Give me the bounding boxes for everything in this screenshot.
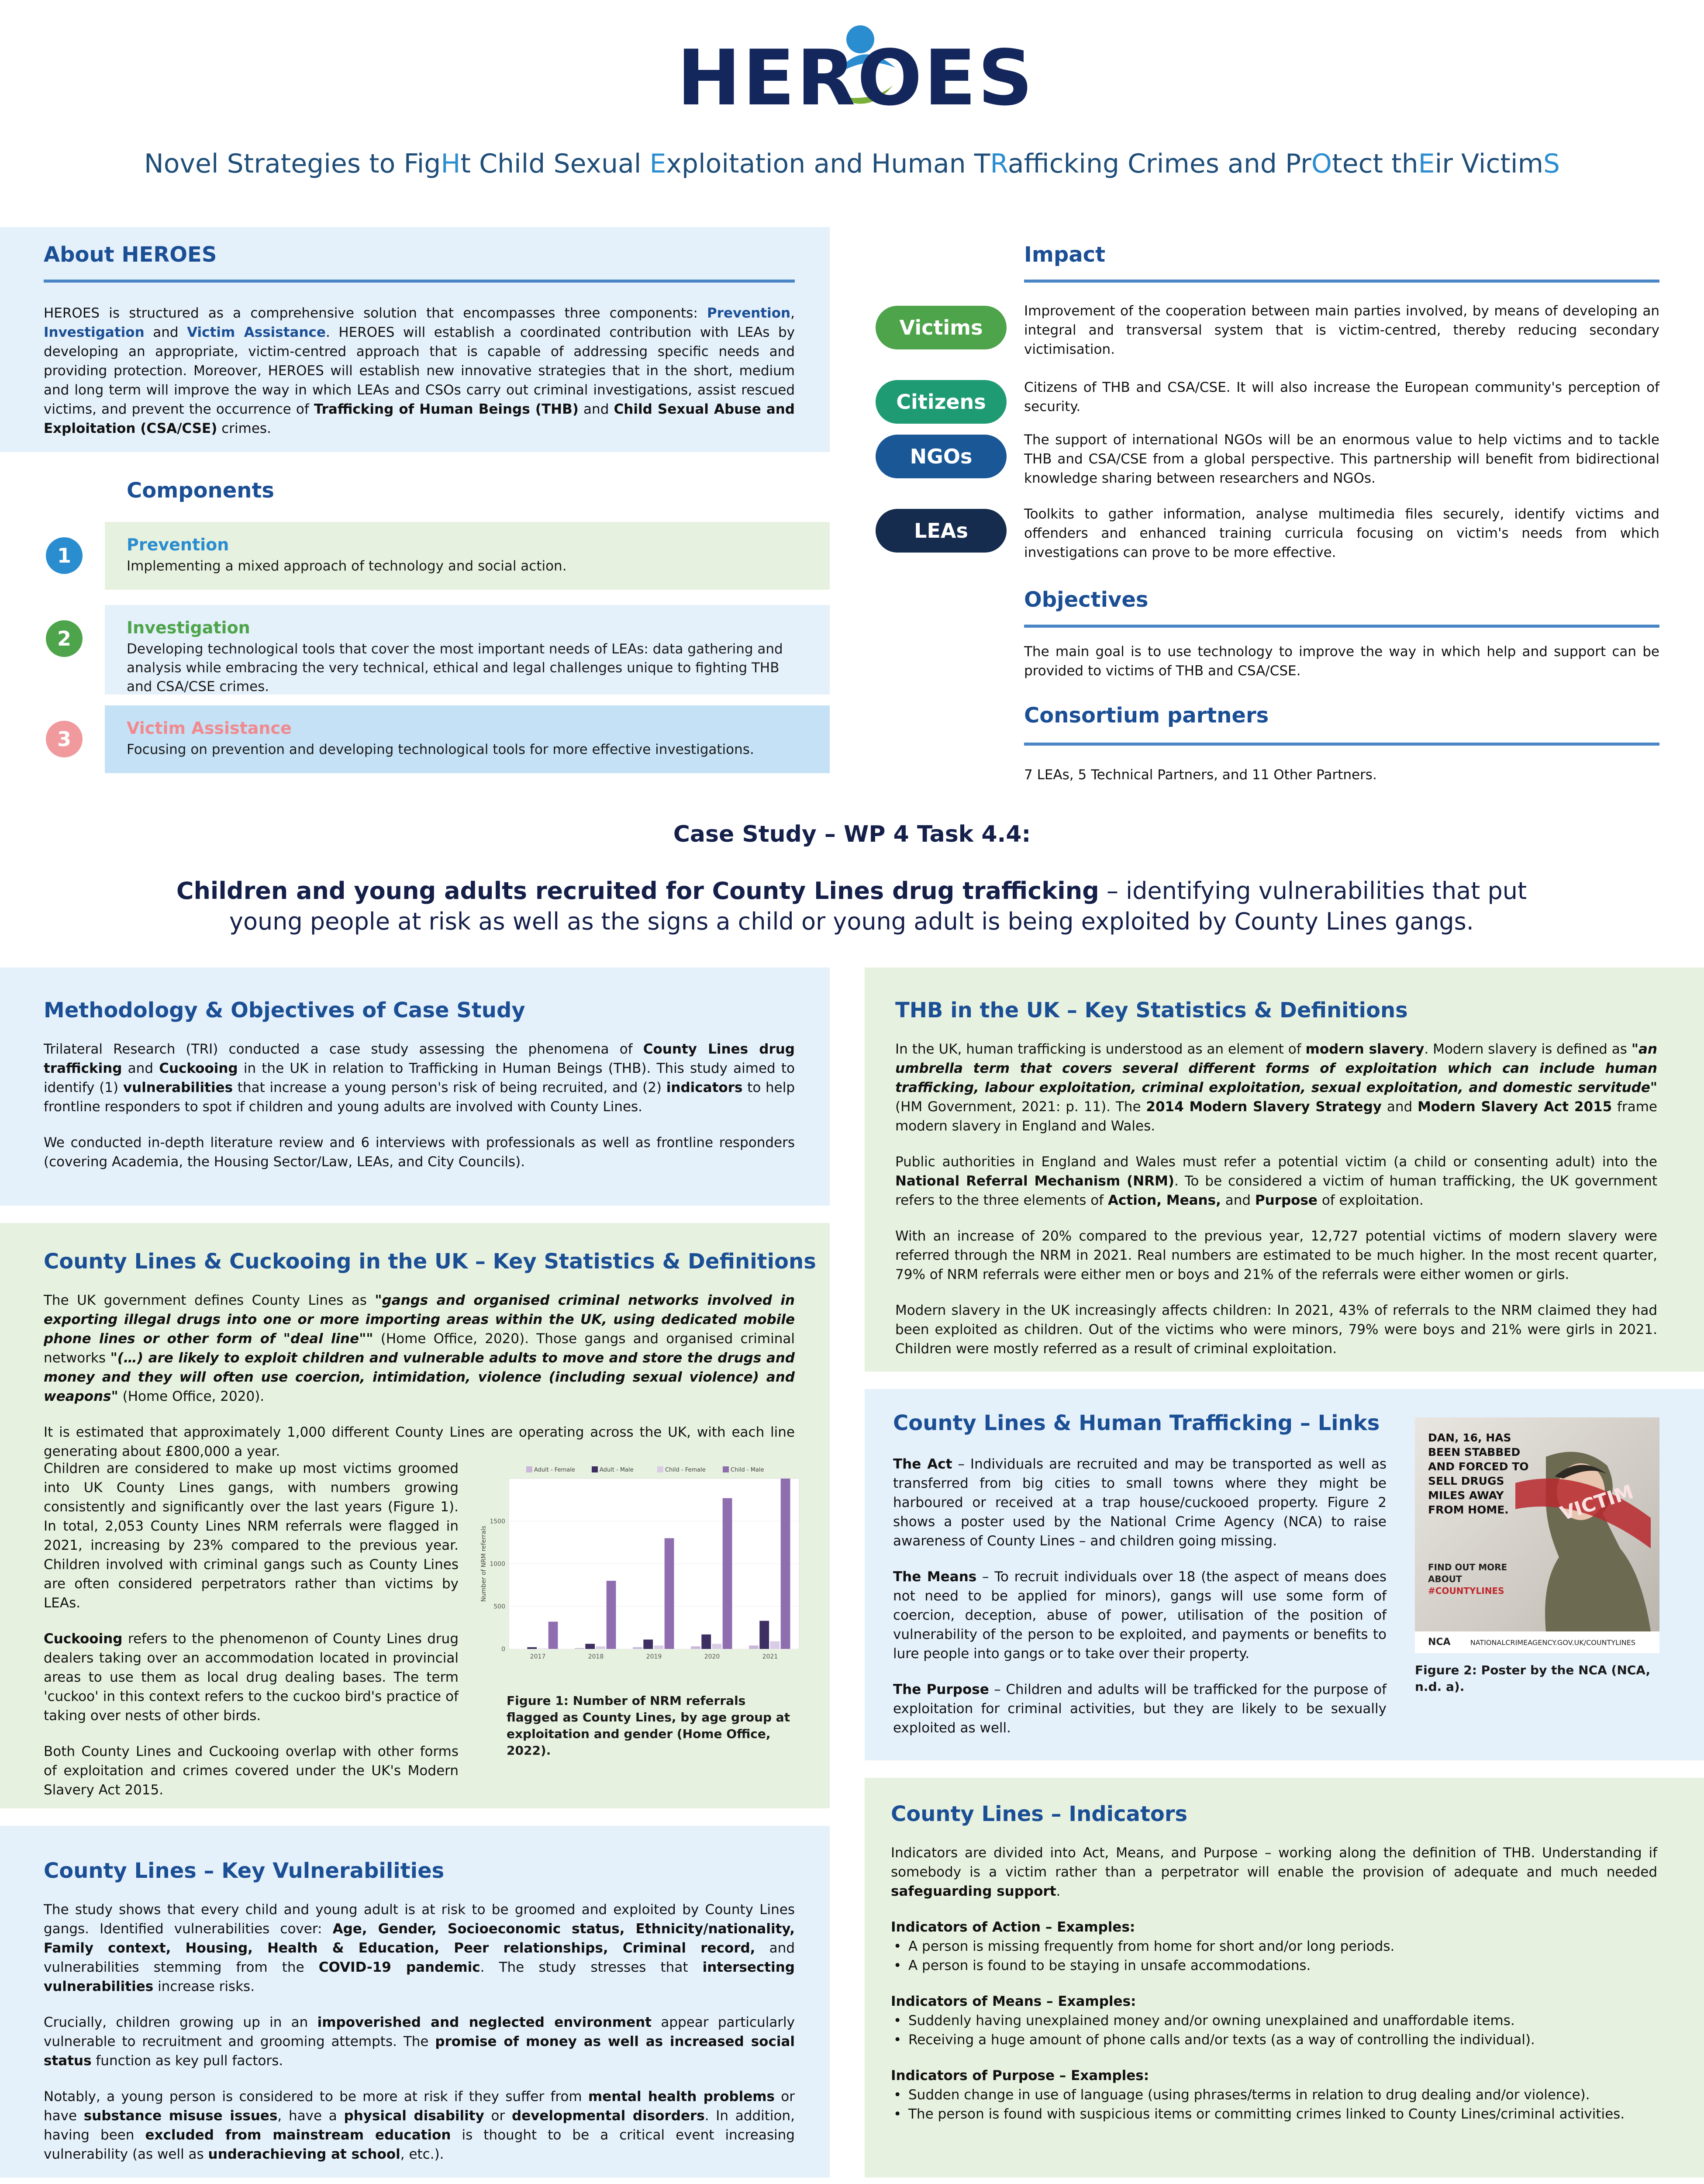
chart-legend-swatch [723,1466,729,1472]
chart-bar [723,1498,732,1649]
poster-nca-logo: NCA [1428,1637,1451,1648]
chart-bar [633,1647,642,1649]
component-description: Implementing a mixed approach of technology and social action. [127,558,567,574]
impact-ngos-badge: NGOs [876,435,1007,478]
chart-bar [759,1621,769,1649]
heroes-logo [677,20,1035,123]
chart-bar [749,1645,759,1649]
component-title: Victim Assistance [127,719,292,738]
chart-x-tick-label: 2021 [762,1653,778,1660]
chart-x-tick-label: 2017 [530,1653,546,1660]
chart-legend-swatch [592,1466,598,1472]
indicator-item: • A person is found to be staying in unsafe accommodations. [891,1956,1657,1975]
chart-bar [585,1644,595,1649]
component-title: Investigation [127,618,250,637]
impact-citizens-text: Citizens of THB and CSA/CSE. It will also increase the European community's perception of security. [1024,380,1659,415]
indicator-item: • A person is missing frequently from home for short and/or long periods. [891,1937,1657,1956]
component-number-icon: 1 [46,537,83,574]
indicator-group-title: Indicators of Purpose – Examples: [891,2068,1149,2084]
figure-2-caption: Figure 2: Poster by the NCA (NCA, n.d. a). [1415,1663,1651,1694]
component-investigation [105,605,830,695]
methodology-title: Methodology & Objectives of Case Study [44,998,525,1023]
poster-footer-bar [1415,1631,1659,1653]
subtitle-part: xploitation and Human T [666,149,990,179]
chart-bar [643,1640,653,1649]
chart-y-tick-label: 1500 [490,1518,505,1525]
chart-legend-label: Adult - Female [534,1467,575,1473]
component-description: Developing technological tools that cover the most important needs of LEAs: data gathering and analysis while embracing the very technical, ethical and legal challenges unique to fighting THB and CSA/CSE crimes. [127,641,783,695]
subtitle-part: O [1311,149,1332,179]
objectives-title: Objectives [1024,587,1149,612]
chart-y-tick-label: 1000 [490,1561,505,1568]
poster-url: NATIONALCRIMEAGENCY.GOV.UK/COUNTYLINES [1470,1638,1635,1647]
chart-bar [770,1641,780,1649]
indicators-title: County Lines – Indicators [891,1802,1188,1826]
subtitle-part: E [1418,149,1435,179]
impact-victims-badge: Victims [876,306,1007,349]
indicator-item: • The person is found with suspicious items or committing crimes linked to County Lines/criminal activities. [891,2105,1657,2124]
chart-bar [548,1622,558,1649]
impact-title: Impact [1024,242,1106,267]
objectives-divider [1024,625,1659,628]
chart-bar [665,1538,674,1649]
subtitle-part: Novel Strategies to Fig [144,149,441,179]
impact-citizens-badge: Citizens [876,380,1007,424]
thb-uk-text: In the UK, human trafficking is understood as an element of modern slavery. Modern slavery is defined as "an umbrella term that covers several different forms of exploitation which can include human trafficking, labour exploitation, criminal exploitation, sexual exploitation, and domestic servitude" (HM Government, 2021: p. 11). The 2014 Modern Slavery Strategy and Modern Slavery Act 2015 frame modern slavery in England and Wales. Public authorities in England and Wales must refer a potential victim (a child or consenting adult) into the National Referral Mechanism (NRM). To be considered a victim of human trafficking, the UK government refers to the three elements of Action, Means, and Purpose of exploitation. With an increase of 20% compared to the previous year, 12,727 potential victims of modern slavery were referred through the NRM in 2021. Real numbers are estimated to be much higher. In the most recent quarter, 79% of NRM referrals were either men or boys and 21% of the referrals were either women or girls. Modern slavery in the UK increasingly affects children: In 2021, 43% of referrals to the NRM claimed they had been exploited as children. Out of the victims who were minors, 79% were boys and 21% were girls in 2021. Children were mostly referred as a result of criminal exploitation. [895,1041,1657,1357]
indicator-group [891,2066,1657,2124]
consortium-text: 7 LEAs, 5 Technical Partners, and 11 Other Partners. [1024,767,1377,783]
case-study-title: Case Study – WP 4 Task 4.4: [673,821,1031,847]
project-subtitle [0,149,1704,179]
consortium-divider [1024,743,1659,746]
subtitle-part: E [649,149,666,179]
subtitle-part: S [1543,149,1560,179]
objectives-text: The main goal is to use technology to improve the way in which help and support can be provided to victims of THB and CSA/CSE. [1024,644,1659,679]
chart-bar [701,1635,711,1649]
about-text: HEROES is structured as a comprehensive solution that encompasses three components: Prevention, Investigation and Victim Assistance. HEROES will establish a coordinated contribution with LEAs by developing an appropriate, victim-centred approach that is capable of addressing specific needs and providing protection. Moreover, HEROES will establish new innovative strategies that in the short, medium and long term will improve the way in which LEAs and CSOs carry out criminal investigations, assist rescued victims, and prevent the occurrence of Trafficking of Human Beings (THB) and Child Sexual Abuse and Exploitation (CSA/CSE) crimes. [44,305,795,436]
chart-legend-swatch [526,1466,532,1472]
chart-bar [575,1648,584,1649]
poster-stamp: VICTIM [1557,1480,1636,1525]
impact-leas-text: Toolkits to gather information, analyse multimedia files securely, identify victims and offenders and enhanced training curricula focusing on victim's needs from which investigations can prove to be more effective. [1024,506,1659,560]
chart-bar [538,1648,548,1649]
indicator-groups [891,1918,1657,2124]
indicator-item: • Sudden change in use of language (using phrases/terms in relation to drug dealing and/or violence). [891,2085,1657,2105]
links-text: The Act – Individuals are recruited and may be transported as well as transferred from big cities to small towns where they might be harboured or received at a trap house/cuckooed property. Figure 2 shows a poster used by the National Crime Agency (NCA) to raise awareness of County Lines – and children going missing. The Means – To recruit individuals over 18 (the aspect of means does not need to be applied for minors), gangs will use some form of coercion, deception, abuse of power, utilisation of the position of vulnerability of the person to be exploited, and payments or benefits to lure people into gangs or to take over their property. The Purpose – Children and adults will be trafficked for the purpose of exploitation for criminal activities, but they are likely to be sexually exploited as well. [893,1456,1387,1736]
poster-headline: DAN, 16, HAS BEEN STABBED AND FORCED TO SELL DRUGS MILES AWAY FROM HOME. [1428,1431,1529,1516]
chart-bar [781,1479,790,1649]
subtitle-part: afficking Crimes and Pr [1007,149,1311,179]
indicator-item: • Receiving a huge amount of phone calls and/or texts (as a way of controlling the individual). [891,2030,1657,2049]
links-title: County Lines & Human Trafficking – Links [893,1411,1380,1435]
impact-victims-text: Improvement of the cooperation between main parties involved, by means of developing an integral and transversal system that is victim-centred, thereby reducing secondary victimisation. [1024,303,1659,357]
case-study-subtitle: Children and young adults recruited for County Lines drug trafficking – identifying vulnerabilities that put young people at risk as well as the signs a child or young adult is being exploited by County Lines gangs. [176,877,1527,935]
component-victim-assistance [105,705,830,773]
subtitle-part: R [990,149,1008,179]
indicator-group-title: Indicators of Action – Examples: [891,1919,1135,1935]
figure-1-caption: Figure 1: Number of NRM referrals flagged as County Lines, by age group at exploitation and gender (Home Office, 2022). [507,1693,790,1758]
subtitle-part: t Child Sexual [460,149,650,179]
county-lines-title: County Lines & Cuckooing in the UK – Key Statistics & Definitions [44,1249,816,1274]
component-title: Prevention [127,535,229,554]
component-number-icon: 3 [46,721,83,757]
vulnerabilities-text: The study shows that every child and young adult is at risk to be groomed and exploited by County Lines gangs. Identified vulnerabilities cover: Age, Gender, Socioeconomic status, Ethnicity/nationality, Family context, Housing, Health & Education, Peer relationships, Criminal record, and vulnerabilities stemming from the COVID-19 pandemic. The study stresses that intersecting vulnerabilities increase risks. Crucially, children growing up in an impoverished and neglected environment appear particularly vulnerable to recruitment and grooming attempts. The promise of money as well as increased social status function as key pull factors. Notably, a young person is considered to be more at risk if they suffer from mental health problems or have substance misuse issues, have a physical disability or developmental disorders. In addition, having been excluded from mainstream education is thought to be a critical event increasing vulnerability (as well as underachieving at school, etc.). [44,1902,795,2162]
chart-bar [712,1644,722,1649]
chart-bar [596,1646,606,1649]
chart-y-tick-label: 0 [501,1646,505,1653]
chart-legend-label: Adult - Male [600,1467,634,1473]
vulnerabilities-title: County Lines – Key Vulnerabilities [44,1859,445,1883]
consortium-title: Consortium partners [1024,703,1269,728]
component-number-icon: 2 [46,620,83,657]
chart-legend-swatch [657,1466,663,1472]
about-divider [44,280,795,283]
chart-bar [607,1581,616,1649]
chart-x-tick-label: 2020 [704,1653,720,1660]
impact-leas-badge: LEAs [876,509,1007,553]
chart-x-tick-label: 2018 [588,1653,604,1660]
chart-legend-label: Child - Male [731,1467,764,1473]
nca-poster [1415,1417,1659,1653]
subtitle-part: H [441,149,461,179]
chart-y-axis-label: Number of NRM referrals [480,1526,487,1602]
chart-y-tick-label: 500 [493,1603,505,1610]
chart-x-tick-label: 2019 [646,1653,662,1660]
chart-bar [654,1645,664,1649]
about-title: About HEROES [44,242,217,267]
nrm-referrals-chart [476,1461,808,1671]
component-description: Focusing on prevention and developing technological tools for more effective investigations. [127,742,754,757]
impact-divider [1024,280,1659,283]
subtitle-part: ir Victim [1435,149,1544,179]
poster-find-out: FIND OUT MORE ABOUT #COUNTYLINES [1428,1562,1507,1596]
indicator-group-title: Indicators of Means – Examples: [891,1994,1136,2009]
county-lines-intro: The UK government defines County Lines as "gangs and organised criminal networks involved in exporting illegal drugs into one or more importing areas within the UK, using dedicated mobile phone lines or other form of "deal line"" (Home Office, 2020). Those gangs and organised criminal networks "(…) are likely to exploit children and vulnerable adults to move and store the drugs and money and they will often use coercion, intimidation, violence (including sexual violence) and weapons" (Home Office, 2020). It is estimated that approximately 1,000 different County Lines are operating across the UK, with each line generating about £800,000 a year. [44,1292,795,1459]
chart-bar [691,1646,700,1649]
chart-bar [527,1647,537,1649]
chart-legend-label: Child - Female [665,1467,706,1473]
county-lines-left-text: Children are considered to make up most victims groomed into UK County Lines gangs, with numbers growing consistently and significantly over the last years (Figure 1). In total, 2,053 County Lines NRM referrals were flagged in 2021, increasing by 23% compared to the previous year. Children involved with criminal gangs such as County Lines are often considered perpetrators rather than victims by LEAs. Cuckooing refers to the phenomenon of County Lines drug dealers taking over an accommodation located in provincial areas to use them as local drug dealing bases. The term 'cuckoo' in this context refers to the cuckoo bird's practice of taking over nests of other birds. Both County Lines and Cuckooing overlap with other forms of exploitation and crimes covered under the UK's Modern Slavery Act 2015. [44,1461,459,1798]
thb-uk-title: THB in the UK – Key Statistics & Definitions [895,998,1408,1023]
indicator-item: • Suddenly having unexplained money and/or owning unexplained and unaffordable items. [891,2011,1657,2030]
indicator-group [891,1918,1657,1975]
logo-text: HEROES [677,34,1035,123]
impact-ngos-text: The support of international NGOs will be an enormous value to help victims and to tackle THB and CSA/CSE from a global perspective. This partnership will benefit from bidirectional knowledge sharing between researchers and NGOs. [1024,432,1659,486]
indicators-text: Indicators are divided into Act, Means, and Purpose – working along the definition of THB. Understanding if somebody is a victim rather than a perpetrator will enable the provision of adequate and much needed safeguarding support. Indicators of Action – Examples: • A person is missing frequently from home for short and/or long periods. • A person is found to be staying in unsafe accommodations. Indicators of Means – Examples: • Suddenly having unexplained money and/or owning unexplained and unaffordable items. • Receiving a huge amount of phone calls and/or texts (as a way of controlling the individual). Indicators of Purpose – Examples: • Sudden change in use of language (using phrases/terms in relation to drug dealing and/or violence). • The person is found with suspicious items or committing crimes linked to County Lines/criminal activities. [891,1843,1657,2140]
indicator-group [891,1992,1657,2049]
components-title: Components [127,478,274,503]
component-prevention [105,522,830,590]
methodology-text: Trilateral Research (TRI) conducted a case study assessing the phenomena of County Lines drug trafficking and Cuckooing in the UK in relation to Trafficking in Human Beings (THB). This study aimed to identify (1) vulnerabilities that increase a young person's risk of being recruited, and (2) indicators to help frontline responders to spot if children and young adults are involved with County Lines. We conducted in-depth literature review and 6 interviews with professionals as well as frontline responders (covering Academia, the Housing Sector/Law, LEAs, and City Councils). [44,1041,795,1170]
subtitle-part: tect th [1332,149,1418,179]
